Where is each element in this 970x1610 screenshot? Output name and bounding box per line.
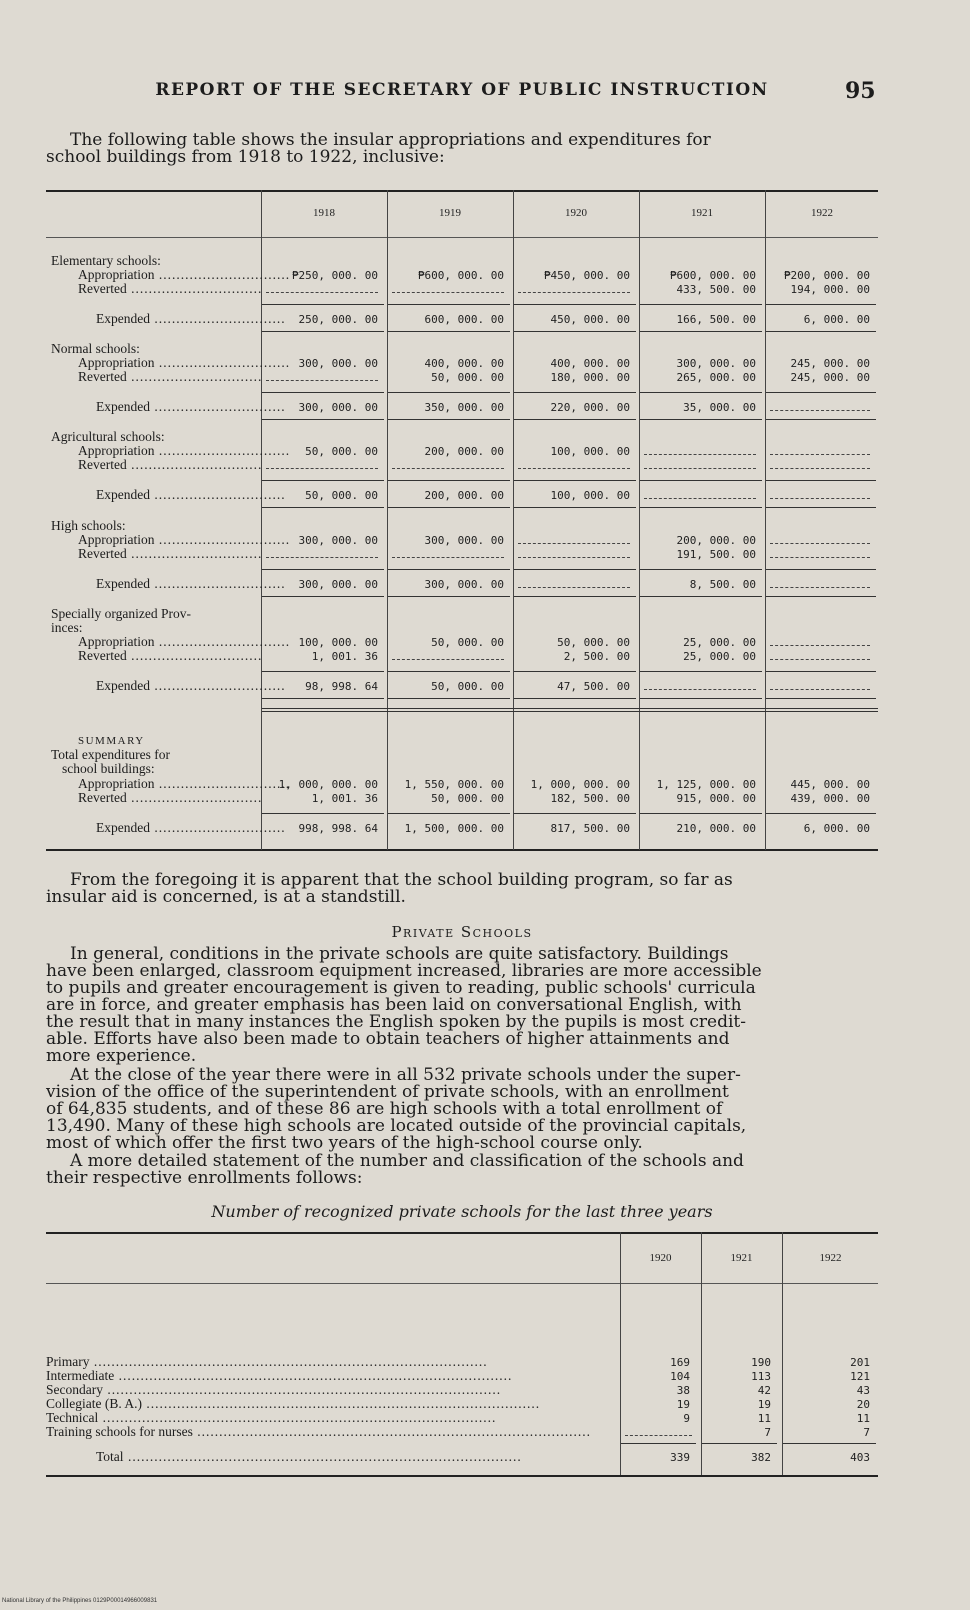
cell-rule: [388, 392, 510, 393]
empty-cell-leader: [770, 659, 870, 660]
cell-rule: [621, 1443, 696, 1444]
row-label-expended: Expended ..............................: [96, 487, 286, 502]
row-label-expended: Expended ..............................: [96, 576, 286, 591]
table-cell: 20: [856, 1398, 870, 1411]
cell-rule: [388, 813, 510, 814]
cell-rule: [262, 698, 384, 699]
cell-rule: [388, 331, 510, 332]
table-cell: 6, 000. 00: [803, 822, 870, 835]
cell-rule: [262, 569, 384, 570]
cell-rule: [783, 1443, 876, 1444]
table-cell: 2, 500. 00: [563, 650, 630, 663]
table-cell: 9: [683, 1412, 690, 1425]
table-cell: 190: [751, 1356, 771, 1369]
table-cell: 7: [863, 1426, 870, 1439]
table-cell: 600, 000. 00: [424, 313, 504, 326]
cell-rule: [514, 392, 636, 393]
year-header: 1922: [819, 1252, 842, 1264]
table-cell: 11: [757, 1412, 771, 1425]
running-head: REPORT OF THE SECRETARY OF PUBLIC INSTRUCTION: [155, 80, 769, 100]
table-cell: 6, 000. 00: [803, 313, 870, 326]
section-title: inces:: [51, 620, 83, 635]
year-header: 1920: [649, 1252, 672, 1264]
row-label: Intermediate ..........................................................................................: [46, 1368, 513, 1383]
section-title: Normal schools:: [51, 341, 140, 356]
table-cell: 915, 000. 00: [676, 792, 756, 805]
cell-rule: [640, 331, 762, 332]
empty-cell-leader: [392, 557, 504, 558]
empty-cell-leader: [518, 587, 630, 588]
row-label-expended: Expended ..............................: [96, 820, 286, 835]
cell-rule: [262, 507, 384, 508]
paragraph-enrollment: At the close of the year there were in all 532 private schools under the super- vision of the office of the superintendent of private schools, with an enrollment of 64,835 students, and of these 86 are high schools with a total enrollment of 13,490. Many of these high schools are located outside of the provincial capitals, most of which offer the first two years of the high-school course only.: [46, 1065, 747, 1153]
cell-rule: [262, 708, 878, 709]
cell-rule: [514, 569, 636, 570]
table-cell: 1, 125, 000. 00: [656, 778, 756, 791]
table-cell: 50, 000. 00: [557, 636, 630, 649]
row-label-reverted: Reverted ..............................: [78, 648, 263, 663]
table-cell: 200, 000. 00: [424, 489, 504, 502]
table-cell: 121: [850, 1370, 870, 1383]
cell-rule: [514, 671, 636, 672]
section-title: Total expenditures for: [51, 747, 171, 762]
row-label-reverted: Reverted ..............................: [78, 546, 263, 561]
table-cell: 25, 000. 00: [683, 650, 756, 663]
cell-rule: [388, 304, 510, 305]
empty-cell-leader: [770, 543, 870, 544]
empty-cell-leader: [644, 498, 756, 499]
table-cell: 100, 000. 00: [550, 489, 630, 502]
table-cell: ₱600, 000. 00: [669, 269, 756, 282]
page-number: 95: [845, 78, 876, 104]
cell-rule: [514, 331, 636, 332]
table-cell: 194, 000. 00: [790, 283, 870, 296]
cell-rule: [262, 304, 384, 305]
empty-cell-leader: [266, 292, 378, 293]
table-cell: 245, 000. 00: [790, 371, 870, 384]
table-cell: 38: [676, 1384, 690, 1397]
empty-cell-leader: [266, 557, 378, 558]
empty-cell-leader: [518, 543, 630, 544]
empty-cell-leader: [770, 498, 870, 499]
empty-cell-leader: [644, 454, 756, 455]
table-cell: 8, 500. 00: [689, 578, 756, 591]
table-cell: 35, 000. 00: [683, 401, 756, 414]
table-cell: 50, 000. 00: [305, 489, 378, 502]
table-cell: 382: [751, 1451, 771, 1464]
cell-rule: [514, 596, 636, 597]
table-cell: 166, 500. 00: [676, 313, 756, 326]
cell-rule: [640, 671, 762, 672]
table-cell: 245, 000. 00: [790, 357, 870, 370]
cell-rule: [766, 569, 876, 570]
cell-rule: [640, 480, 762, 481]
year-header: 1921: [691, 207, 713, 219]
empty-cell-leader: [518, 292, 630, 293]
row-label-appropriation: Appropriation ..............................: [78, 443, 291, 458]
empty-cell-leader: [518, 468, 630, 469]
cell-rule: [262, 480, 384, 481]
empty-cell-leader: [770, 557, 870, 558]
cell-rule: [388, 569, 510, 570]
cell-rule: [388, 480, 510, 481]
cell-rule: [766, 419, 876, 420]
table-cell: 180, 000. 00: [550, 371, 630, 384]
table-cell: 350, 000. 00: [424, 401, 504, 414]
table-cell: 1, 550, 000. 00: [404, 778, 504, 791]
row-label: Primary ..........................................................................................: [46, 1354, 488, 1369]
table-cell: 100, 000. 00: [550, 445, 630, 458]
cell-rule: [766, 813, 876, 814]
table-cell: 1, 001. 36: [311, 650, 378, 663]
table-cell: 300, 000. 00: [298, 534, 378, 547]
table-cell: 300, 000. 00: [676, 357, 756, 370]
table-cell: 200, 000. 00: [676, 534, 756, 547]
cell-rule: [766, 698, 876, 699]
table-cell: 19: [757, 1398, 771, 1411]
intro-paragraph: The following table shows the insular appropriations and expenditures for school buildings from 1918 to 1922, inclusive:: [46, 130, 711, 167]
table-cell: 300, 000. 00: [298, 401, 378, 414]
empty-cell-leader: [770, 410, 870, 411]
section-heading: Private Schools: [391, 923, 533, 941]
row-label: Collegiate (B. A.) ..........................................................................................: [46, 1396, 541, 1411]
table-cell: 11: [856, 1412, 870, 1425]
table-cell: 1, 500, 000. 00: [404, 822, 504, 835]
cell-rule: [640, 698, 762, 699]
table-cell: ₱450, 000. 00: [543, 269, 630, 282]
table-cell: 98, 998. 64: [305, 680, 378, 693]
row-label-appropriation: Appropriation ..............................: [78, 267, 291, 282]
row-label-reverted: Reverted ..............................: [78, 457, 263, 472]
cell-rule: [514, 507, 636, 508]
cell-rule: [262, 813, 384, 814]
year-header: 1921: [730, 1252, 753, 1264]
table-cell: 50, 000. 00: [431, 680, 504, 693]
table-cell: 1, 000, 000. 00: [278, 778, 378, 791]
cell-rule: [766, 671, 876, 672]
empty-cell-leader: [770, 468, 870, 469]
table-cell: 50, 000. 00: [305, 445, 378, 458]
empty-cell-leader: [392, 659, 504, 660]
cell-rule: [640, 569, 762, 570]
row-label-expended: Expended ..............................: [96, 678, 286, 693]
table-cell: ₱200, 000. 00: [783, 269, 870, 282]
table-cell: ₱250, 000. 00: [291, 269, 378, 282]
row-label-appropriation: Appropriation ..............................: [78, 532, 291, 547]
table-cell: 50, 000. 00: [431, 792, 504, 805]
row-label-expended: Expended ..............................: [96, 399, 286, 414]
cell-rule: [766, 596, 876, 597]
table-cell: 1, 001. 36: [311, 792, 378, 805]
table-cell: 169: [670, 1356, 690, 1369]
empty-cell-leader: [644, 689, 756, 690]
empty-cell-leader: [518, 557, 630, 558]
cell-rule: [262, 711, 878, 712]
footer-credit: National Library of the Philippines 0129P00014966009831: [2, 1598, 158, 1604]
cell-rule: [766, 507, 876, 508]
empty-cell-leader: [644, 468, 756, 469]
table-cell: 265, 000. 00: [676, 371, 756, 384]
table-cell: 300, 000. 00: [298, 357, 378, 370]
table-cell: 1, 000, 000. 00: [530, 778, 630, 791]
table-cell: 250, 000. 00: [298, 313, 378, 326]
section-title: school buildings:: [62, 761, 155, 776]
table-cell: 191, 500. 00: [676, 548, 756, 561]
table-cell: 300, 000. 00: [298, 578, 378, 591]
cell-rule: [514, 813, 636, 814]
paragraph-detailed-statement: A more detailed statement of the number and classification of the schools and their respective enrollments follows:: [46, 1151, 744, 1188]
cell-rule: [514, 698, 636, 699]
cell-rule: [388, 507, 510, 508]
section-title: Agricultural schools:: [51, 429, 165, 444]
table-cell: 433, 500. 00: [676, 283, 756, 296]
cell-rule: [262, 331, 384, 332]
row-label-total: Total ..........................................................................................: [96, 1449, 522, 1464]
table-cell: 439, 000. 00: [790, 792, 870, 805]
row-label-appropriation: Appropriation ..............................: [78, 776, 291, 791]
cell-rule: [514, 419, 636, 420]
row-label-reverted: Reverted ..............................: [78, 369, 263, 384]
cell-rule: [640, 596, 762, 597]
cell-rule: [640, 813, 762, 814]
cell-rule: [262, 671, 384, 672]
row-label: Training schools for nurses ..........................................................................................: [46, 1424, 591, 1439]
row-label-reverted: Reverted ..............................: [78, 281, 263, 296]
year-header: 1918: [313, 207, 335, 219]
empty-cell-leader: [392, 468, 504, 469]
table-cell: 998, 998. 64: [298, 822, 378, 835]
cell-rule: [262, 419, 384, 420]
table-cell: 7: [764, 1426, 771, 1439]
table-cell: 104: [670, 1370, 690, 1383]
cell-rule: [640, 507, 762, 508]
row-label-appropriation: Appropriation ..............................: [78, 634, 291, 649]
table-cell: 403: [850, 1451, 870, 1464]
cell-rule: [640, 304, 762, 305]
empty-cell-leader: [266, 468, 378, 469]
row-label-appropriation: Appropriation ..............................: [78, 355, 291, 370]
table-cell: 200, 000. 00: [424, 445, 504, 458]
year-header: 1922: [811, 207, 833, 219]
cell-rule: [514, 480, 636, 481]
table-cell: 201: [850, 1356, 870, 1369]
cell-rule: [640, 392, 762, 393]
table-cell: 817, 500. 00: [550, 822, 630, 835]
cell-rule: [766, 304, 876, 305]
table-cell: 400, 000. 00: [550, 357, 630, 370]
table-cell: 445, 000. 00: [790, 778, 870, 791]
table-cell: 19: [676, 1398, 690, 1411]
year-header: 1919: [439, 207, 461, 219]
cell-rule: [388, 698, 510, 699]
section-title: Elementary schools:: [51, 253, 161, 268]
row-label: Technical ..........................................................................................: [46, 1410, 497, 1425]
conclusion-paragraph: From the foregoing it is apparent that the school building program, so far as insular aid is concerned, is at a standstill.: [46, 870, 733, 907]
table-cell: 43: [856, 1384, 870, 1397]
section-title: High schools:: [51, 518, 126, 533]
table-cell: 113: [751, 1370, 771, 1383]
cell-rule: [640, 419, 762, 420]
table-cell: 47, 500. 00: [557, 680, 630, 693]
cell-rule: [766, 331, 876, 332]
cell-rule: [766, 392, 876, 393]
paragraph-general-conditions: In general, conditions in the private schools are quite satisfactory. Buildings have been enlarged, classroom equipment increased, libraries are more accessible to pupils and greater encouragement is given to reading, public schools' curricula are in force, and greater emphasis has been laid on conversational English, with the result that in many instances the English spoken by the pupils is most credit- able. Efforts have also been made to obtain teachers of higher attainments and more experience.: [46, 944, 762, 1066]
empty-cell-leader: [770, 645, 870, 646]
cell-rule: [388, 596, 510, 597]
table-cell: 42: [757, 1384, 771, 1397]
table-cell: 100, 000. 00: [298, 636, 378, 649]
cell-rule: [262, 596, 384, 597]
empty-cell-leader: [770, 689, 870, 690]
empty-cell-leader: [770, 454, 870, 455]
empty-cell-leader: [266, 380, 378, 381]
cell-rule: [388, 671, 510, 672]
cell-rule: [388, 419, 510, 420]
cell-rule: [702, 1443, 777, 1444]
table-cell: 210, 000. 00: [676, 822, 756, 835]
cell-rule: [514, 304, 636, 305]
empty-cell-leader: [770, 587, 870, 588]
summary-label: SUMMARY: [78, 735, 145, 747]
empty-cell-leader: [625, 1435, 692, 1436]
cell-rule: [262, 392, 384, 393]
section-title: Specially organized Prov-: [51, 606, 191, 621]
table-cell: 50, 000. 00: [431, 636, 504, 649]
row-label-reverted: Reverted ..............................: [78, 790, 263, 805]
table-cell: 182, 500. 00: [550, 792, 630, 805]
table-cell: 220, 000. 00: [550, 401, 630, 414]
table-cell: ₱600, 000. 00: [417, 269, 504, 282]
table-cell: 300, 000. 00: [424, 578, 504, 591]
table-cell: 300, 000. 00: [424, 534, 504, 547]
table-cell: 450, 000. 00: [550, 313, 630, 326]
table-cell: 25, 000. 00: [683, 636, 756, 649]
table-cell: 400, 000. 00: [424, 357, 504, 370]
table-caption: Number of recognized private schools for the last three years: [211, 1202, 713, 1221]
empty-cell-leader: [392, 292, 504, 293]
table-cell: 50, 000. 00: [431, 371, 504, 384]
row-label: Secondary ..........................................................................................: [46, 1382, 502, 1397]
table-cell: 339: [670, 1451, 690, 1464]
year-header: 1920: [565, 207, 587, 219]
cell-rule: [766, 480, 876, 481]
row-label-expended: Expended ..............................: [96, 311, 286, 326]
